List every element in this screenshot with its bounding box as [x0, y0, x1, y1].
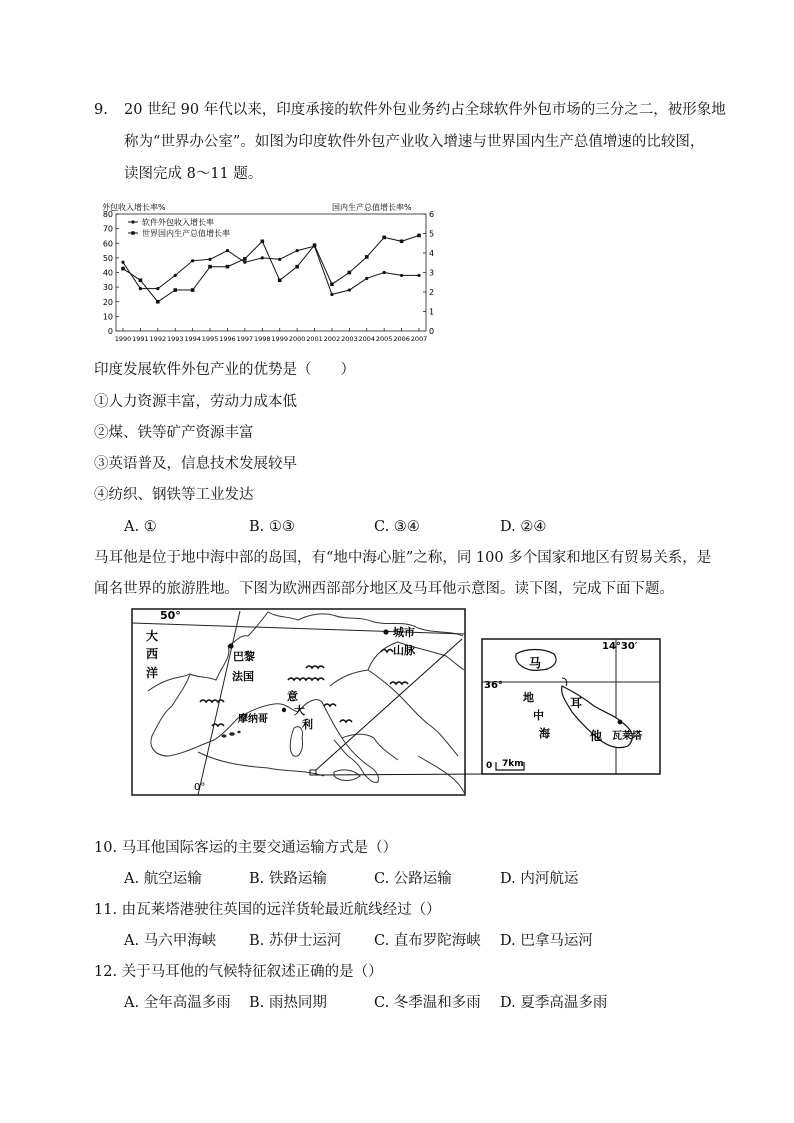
- malta-intro-line1: 马耳他是位于地中海中部的岛国，有“地中海心脏”之称，同 100 多个国家和地区有贸易关系，是: [94, 550, 712, 566]
- monaco-city-dot: [282, 708, 286, 712]
- q12-option-d[interactable]: D. 夏季高温多雨: [500, 995, 608, 1011]
- x-tick-label: 2006: [393, 335, 410, 343]
- right-tick-label: 3: [429, 268, 435, 278]
- q9-item-3: ③英语普及，信息技术发展较早: [94, 456, 297, 472]
- right-tick-label: 6: [429, 210, 435, 219]
- chart-legend: [128, 217, 230, 238]
- q9-option-d[interactable]: D. ②④: [500, 519, 547, 535]
- legend-mountain-label: 山脉: [393, 644, 415, 657]
- gdp-point: [278, 279, 282, 283]
- outsourcing-point: [400, 274, 403, 277]
- sea-label-3: 海: [539, 727, 550, 740]
- q12-option-b[interactable]: B. 雨热同期: [249, 995, 327, 1011]
- question-9-stem: 印度发展软件外包产业的优势是（ ）: [94, 362, 355, 378]
- left-tick-label: 10: [102, 312, 113, 322]
- outsourcing-point: [208, 258, 211, 261]
- question-10-stem: 10. 马耳他国际客运的主要交通运输方式是（）: [94, 840, 398, 856]
- x-tick-label: 1998: [254, 335, 271, 343]
- x-tick-label: 2007: [410, 335, 428, 343]
- q9-item-1: ①人力资源丰富，劳动力成本低: [94, 394, 297, 410]
- q12-option-a[interactable]: A. 全年高温多雨: [124, 995, 231, 1011]
- scale-zero-label: 0: [486, 761, 493, 771]
- question-9-intro-line3: 读图完成 8～11 题。: [124, 166, 263, 182]
- gdp-point: [330, 282, 334, 286]
- left-tick-label: 0: [107, 327, 113, 336]
- gdp-point: [313, 243, 317, 247]
- left-tick-label: 30: [102, 283, 113, 293]
- legend-label-gdp: 世界国内生产总值增长率: [142, 229, 230, 238]
- outsourcing-point: [191, 259, 194, 262]
- q11-option-d[interactable]: D. 巴拿马运河: [500, 933, 593, 949]
- question-11-stem: 11. 由瓦莱塔港驶往英国的远洋货轮最近航线经过（）: [94, 902, 441, 918]
- legend-marker-outsourcing: [131, 220, 134, 223]
- right-tick-label: 2: [429, 288, 435, 297]
- q11-option-b[interactable]: B. 苏伊士运河: [249, 933, 342, 949]
- q12-option-c[interactable]: C. 冬季温和多雨: [374, 995, 481, 1011]
- valletta-label: 瓦莱塔: [612, 731, 642, 742]
- legend-label-outsourcing: 软件外包收入增长率: [142, 218, 214, 227]
- x-tick-label: 1995: [201, 335, 219, 343]
- inset-lon-label: 14°30′: [602, 641, 638, 652]
- outsourcing-point: [156, 287, 159, 290]
- left-tick-label: 70: [102, 224, 113, 234]
- x-tick-label: 1993: [166, 335, 184, 343]
- right-tick-label: 1: [429, 307, 435, 317]
- q10-option-a[interactable]: A. 航空运输: [124, 871, 202, 887]
- outsourcing-point: [139, 287, 142, 290]
- outsourcing-point: [417, 274, 420, 277]
- legend-city-icon: [383, 629, 388, 634]
- question-12-stem: 12. 关于马耳他的气候特征叙述正确的是（）: [94, 964, 383, 980]
- lat-50-label: 50°: [160, 609, 181, 622]
- gdp-point: [226, 265, 230, 269]
- left-tick-label: 60: [102, 239, 113, 249]
- left-tick-label: 80: [102, 210, 113, 219]
- gdp-point: [121, 267, 125, 271]
- gdp-point: [173, 288, 177, 292]
- x-tick-label: 1991: [132, 335, 149, 343]
- question-9-intro-line1: 20 世纪 90 年代以来，印度承接的软件外包业务约占全球软件外包市场的三分之二，被形象地: [124, 102, 726, 118]
- right-tick-label: 4: [429, 249, 435, 258]
- x-tick-label: 2004: [358, 335, 376, 343]
- gdp-point: [382, 236, 386, 240]
- x-tick-label: 1997: [236, 335, 254, 343]
- italy-label-1: 意: [287, 690, 298, 703]
- x-tick-label: 2005: [375, 335, 393, 343]
- valletta-city-dot: [618, 720, 623, 725]
- inset-lat-label: 36°: [484, 680, 503, 691]
- italy-label-2: 大: [294, 704, 305, 717]
- series-line-gdp: [123, 235, 419, 301]
- growth-comparison-chart: [100, 198, 440, 344]
- legend-marker-gdp: [131, 231, 134, 234]
- outsourcing-point: [243, 261, 246, 264]
- sea-label-1: 地: [523, 691, 534, 704]
- x-tick-label: 1996: [219, 335, 236, 343]
- outsourcing-point: [365, 277, 368, 280]
- question-9-intro-line2: 称为“世界办公室”。如图为印度软件外包产业收入增速与世界国内生产总值增速的比较图，: [124, 134, 705, 150]
- q9-item-2: ②煤、铁等矿产资源丰富: [94, 425, 254, 441]
- outsourcing-point: [296, 249, 299, 252]
- q11-option-c[interactable]: C. 直布罗陀海峡: [374, 933, 481, 949]
- x-tick-label: 2002: [323, 335, 341, 343]
- paris-label: 巴黎: [233, 650, 255, 663]
- paris-city-dot: [228, 643, 233, 648]
- gdp-point: [400, 240, 404, 244]
- europe-map-frame: [132, 609, 465, 795]
- series-line-outsourcing: [123, 246, 419, 294]
- ocean-label-2: 西: [146, 647, 159, 661]
- q9-item-4: ④纺织、钢铁等工业发达: [94, 487, 254, 503]
- italy-label-3: 利: [302, 718, 313, 731]
- outsourcing-point: [261, 256, 264, 259]
- gdp-point: [348, 271, 352, 275]
- sea-label-2: 中: [533, 709, 544, 722]
- lon-0-label: 0°: [194, 782, 206, 793]
- right-tick-label: 0: [429, 327, 435, 336]
- left-tick-label: 20: [102, 297, 113, 307]
- malta-char-1: 马: [529, 656, 542, 670]
- q10-option-c[interactable]: C. 公路运输: [374, 871, 452, 887]
- legend-city-label: 城市: [393, 626, 415, 639]
- outsourcing-point: [330, 293, 333, 296]
- outsourcing-point: [278, 258, 281, 261]
- gdp-point: [243, 257, 247, 261]
- x-tick-label: 2003: [341, 335, 358, 343]
- q9-option-c[interactable]: C. ③④: [374, 519, 420, 535]
- malta-intro-line2: 闻名世界的旅游胜地。下图为欧洲西部部分地区及马耳他示意图。读下图，完成下面下题。: [94, 581, 674, 597]
- gdp-point: [139, 279, 143, 283]
- left-tick-label: 40: [102, 268, 113, 278]
- gdp-point: [156, 300, 160, 304]
- gdp-point: [417, 234, 421, 238]
- gdp-point: [260, 240, 264, 244]
- chart-right-axis-label: 国内生产总值增长率%: [332, 203, 412, 212]
- monaco-label: 摩纳哥: [238, 714, 268, 725]
- ocean-label-3: 洋: [146, 666, 159, 680]
- q9-option-b[interactable]: B. ①③: [249, 519, 295, 535]
- q10-option-b[interactable]: B. 铁路运输: [249, 871, 327, 887]
- chart-series: [121, 234, 421, 304]
- malta-char-2: 耳: [570, 696, 583, 710]
- q11-option-a[interactable]: A. 马六甲海峡: [124, 933, 217, 949]
- q9-option-a[interactable]: A. ①: [124, 519, 157, 535]
- x-tick-label: 1994: [184, 335, 201, 343]
- france-label: 法国: [232, 670, 254, 683]
- outsourcing-point: [121, 261, 124, 264]
- x-tick-label: 1999: [271, 335, 288, 343]
- x-tick-label: 2000: [288, 335, 306, 343]
- right-tick-label: 5: [429, 229, 435, 239]
- outsourcing-point: [383, 271, 386, 274]
- gdp-point: [365, 255, 369, 259]
- chart-left-axis-label: 外包收入增长率%: [102, 203, 166, 212]
- x-tick-label: 1992: [149, 335, 167, 343]
- q10-option-d[interactable]: D. 内河航运: [500, 871, 579, 887]
- outsourcing-point: [348, 288, 351, 291]
- gdp-point: [208, 265, 212, 269]
- left-tick-label: 50: [102, 253, 113, 263]
- question-9-number: 9.: [94, 102, 108, 118]
- malta-char-3: 他: [590, 729, 603, 743]
- outsourcing-point: [174, 274, 177, 277]
- gdp-point: [191, 288, 195, 292]
- europe-malta-map: [128, 606, 664, 800]
- scale-label: 7km: [502, 759, 524, 769]
- outsourcing-point: [226, 249, 229, 252]
- gdp-point: [295, 265, 299, 269]
- x-tick-label: 1990: [114, 335, 132, 343]
- ocean-label-1: 大: [146, 629, 159, 643]
- x-tick-label: 2001: [306, 335, 323, 343]
